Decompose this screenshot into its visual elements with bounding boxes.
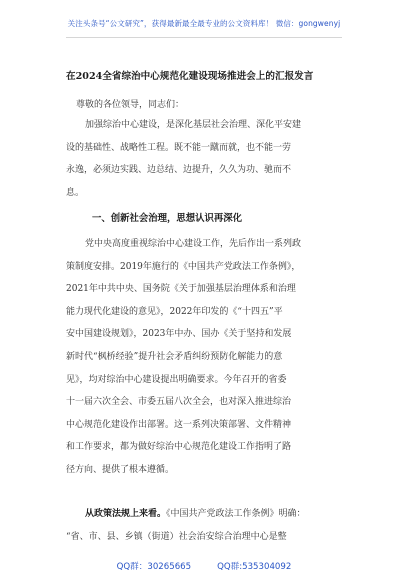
footer-contact	[0, 560, 408, 572]
paragraph-line: 十一届六次全会、市委五届八次全会，也对深入推进综治	[66, 397, 292, 408]
paragraph-line: 加强综治中心建设，是深化基层社会治理、深化平安建	[85, 120, 302, 130]
paragraph-line: 能力现代化建设的意见》，2022年印发的《“十四五”平	[66, 306, 283, 317]
header-divider	[66, 37, 342, 38]
paragraph-line: 策制度安排。2019年施行的《中国共产党政法工作条例》，	[66, 261, 301, 272]
qq-group-link[interactable]: QQ群:535304092	[217, 562, 292, 572]
paragraph-line: 和工作要求，都为做好综治中心规范化建设工作指明了路	[66, 442, 292, 453]
paragraph-line: 中心规范化建设作出部署。这一系列决策部署、文件精神	[66, 419, 292, 430]
salutation: 尊敬的各位领导，同志们：	[76, 100, 185, 110]
paragraph-line: 息。	[66, 187, 85, 198]
section-heading: 一、创新社会治理，思想认识再深化	[92, 213, 243, 224]
paragraph-line: “省、市、县、乡镇（街道）社会治安综合治理中心是整	[66, 531, 287, 542]
paragraph-text: 《中国共产党政法工作条例》明确：	[166, 509, 306, 519]
document-title: 在2024全省综治中心规范化建设现场推进会上的汇报发言	[66, 71, 314, 82]
paragraph-line: 2021年中共中央、国务院《关于加强基层治理体系和治理	[66, 284, 296, 295]
paragraph-line: 设的基础性、战略性工程。既不能一蹴而就，也不能一劳	[66, 142, 292, 153]
paragraph-line	[66, 503, 349, 526]
paragraph-line: 新时代“枫桥经验”提升社会矛盾纠纷预防化解能力的意	[66, 351, 283, 362]
paragraph-line: 党中央高度重视综治中心建设工作，先后作出一系列政	[85, 239, 302, 249]
paragraph-line: 径方向、提供了根本遵循。	[66, 464, 175, 475]
paragraph-line: 安中国建设规划》，2023年中办、国办《关于坚持和发展	[66, 329, 292, 340]
qq-group-link[interactable]: QQ群：30265665	[116, 562, 192, 572]
policy-paragraph	[66, 503, 349, 548]
paragraph-line: 永逸，必须边实践、边总结、边提升，久久为功、驰而不	[66, 165, 292, 176]
intro-paragraph	[66, 114, 349, 204]
body-paragraph	[66, 233, 349, 482]
paragraph-line: 见》，均对综治中心建设提出明确要求。今年召开的省委	[66, 374, 287, 385]
header-banner: 关注头条号“公文研究”，获得最新最全最专业的公文资料库！ 微信：gongwenyj	[67, 19, 341, 28]
paragraph-lead: 从政策法规上来看。	[85, 509, 167, 519]
